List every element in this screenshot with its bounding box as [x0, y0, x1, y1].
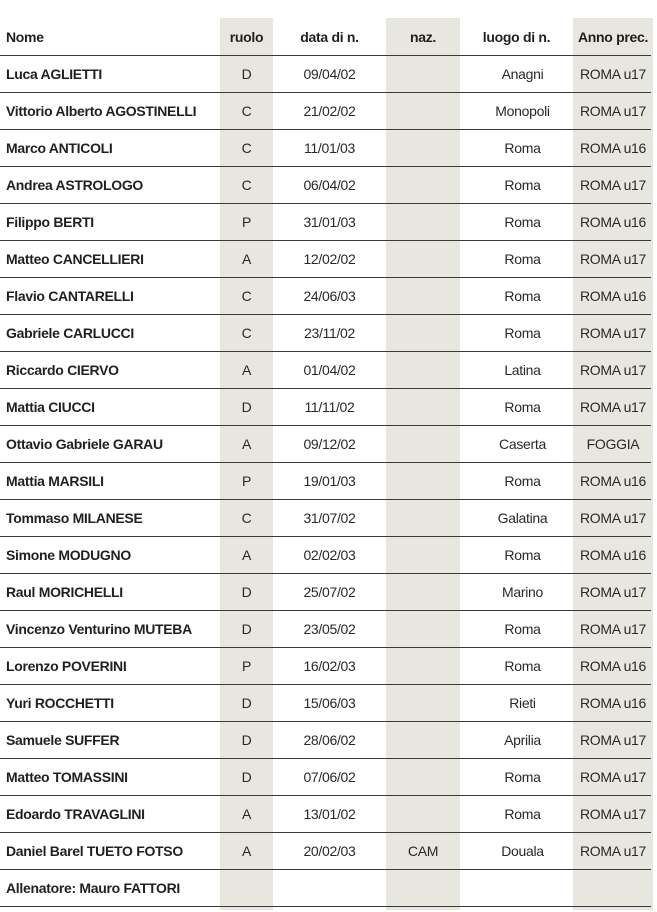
player-birth-date: 13/01/02 [273, 796, 386, 833]
player-nationality [386, 759, 460, 796]
table-row [0, 352, 651, 389]
player-birth-date: 06/04/02 [273, 167, 386, 204]
player-birth-date: 11/01/03 [273, 130, 386, 167]
player-name: Mattia CIUCCI [0, 389, 220, 426]
player-birth-place: Roma [460, 648, 573, 685]
player-birth-date: 19/01/03 [273, 463, 386, 500]
player-role: A [220, 796, 273, 833]
table-row [0, 130, 651, 167]
coach-row [0, 870, 651, 907]
player-birth-place: Monopoli [460, 93, 573, 130]
table-row [0, 685, 651, 722]
player-birth-date: 01/04/02 [273, 352, 386, 389]
player-birth-date: 20/02/03 [273, 833, 386, 870]
player-birth-place: Galatina [460, 500, 573, 537]
player-name: Riccardo CIERVO [0, 352, 220, 389]
player-name: Gabriele CARLUCCI [0, 315, 220, 352]
player-previous-team: ROMA u16 [573, 278, 651, 315]
player-birth-place: Aprilia [460, 722, 573, 759]
player-name: Andrea ASTROLOGO [0, 167, 220, 204]
player-previous-team: ROMA u17 [573, 241, 651, 278]
table-row [0, 796, 651, 833]
player-nationality [386, 722, 460, 759]
player-birth-place: Roma [460, 389, 573, 426]
player-nationality [386, 241, 460, 278]
player-name: Vittorio Alberto AGOSTINELLI [0, 93, 220, 130]
player-previous-team: ROMA u17 [573, 722, 651, 759]
player-birth-place: Roma [460, 611, 573, 648]
player-role: C [220, 93, 273, 130]
player-role: P [220, 648, 273, 685]
player-birth-place: Roma [460, 204, 573, 241]
player-role: A [220, 352, 273, 389]
table-row [0, 500, 651, 537]
player-previous-team: ROMA u16 [573, 204, 651, 241]
player-name: Edoardo TRAVAGLINI [0, 796, 220, 833]
player-birth-date: 21/02/02 [273, 93, 386, 130]
player-role: D [220, 574, 273, 611]
player-name: Samuele SUFFER [0, 722, 220, 759]
player-previous-team: ROMA u17 [573, 167, 651, 204]
player-nationality: CAM [386, 833, 460, 870]
player-previous-team: ROMA u16 [573, 130, 651, 167]
player-name: Mattia MARSILI [0, 463, 220, 500]
player-birth-place: Latina [460, 352, 573, 389]
player-birth-date: 16/02/03 [273, 648, 386, 685]
player-birth-date: 07/06/02 [273, 759, 386, 796]
player-nationality [386, 167, 460, 204]
player-birth-date: 12/02/02 [273, 241, 386, 278]
player-name: Filippo BERTI [0, 204, 220, 241]
player-birth-date: 28/06/02 [273, 722, 386, 759]
player-birth-place: Anagni [460, 56, 573, 93]
player-nationality [386, 796, 460, 833]
player-previous-team: ROMA u17 [573, 611, 651, 648]
player-previous-team: ROMA u17 [573, 759, 651, 796]
table-row [0, 167, 651, 204]
table-row [0, 463, 651, 500]
player-nationality [386, 130, 460, 167]
player-name: Raul MORICHELLI [0, 574, 220, 611]
player-role: A [220, 537, 273, 574]
player-name: Simone MODUGNO [0, 537, 220, 574]
player-nationality [386, 648, 460, 685]
player-name: Marco ANTICOLI [0, 130, 220, 167]
player-previous-team: ROMA u16 [573, 537, 651, 574]
table-row [0, 611, 651, 648]
player-previous-team: ROMA u16 [573, 648, 651, 685]
player-role: A [220, 426, 273, 463]
player-nationality [386, 500, 460, 537]
table-header-row [0, 18, 651, 56]
player-birth-date: 02/02/03 [273, 537, 386, 574]
player-role: C [220, 278, 273, 315]
player-role: A [220, 833, 273, 870]
player-previous-team: ROMA u17 [573, 352, 651, 389]
player-name: Yuri ROCCHETTI [0, 685, 220, 722]
player-name: Matteo CANCELLIERI [0, 241, 220, 278]
player-previous-team: ROMA u16 [573, 463, 651, 500]
roster-body [0, 56, 651, 907]
header-previous-team: Anno prec. [573, 18, 651, 56]
player-nationality [386, 204, 460, 241]
player-role: D [220, 611, 273, 648]
header-birth-place: luogo di n. [460, 18, 573, 56]
player-birth-place: Roma [460, 130, 573, 167]
player-nationality [386, 463, 460, 500]
player-role: C [220, 130, 273, 167]
player-birth-place: Caserta [460, 426, 573, 463]
player-role: C [220, 315, 273, 352]
player-previous-team: ROMA u17 [573, 315, 651, 352]
player-role: P [220, 463, 273, 500]
table-row [0, 722, 651, 759]
player-birth-date: 23/11/02 [273, 315, 386, 352]
player-nationality [386, 537, 460, 574]
player-previous-team: ROMA u17 [573, 574, 651, 611]
player-previous-team: ROMA u17 [573, 796, 651, 833]
player-nationality [386, 56, 460, 93]
player-birth-date: 23/05/02 [273, 611, 386, 648]
player-birth-place: Roma [460, 241, 573, 278]
player-nationality [386, 685, 460, 722]
table-row [0, 574, 651, 611]
player-name: Lorenzo POVERINI [0, 648, 220, 685]
player-name: Tommaso MILANESE [0, 500, 220, 537]
table-row [0, 241, 651, 278]
roster-table [0, 18, 651, 907]
table-row [0, 204, 651, 241]
player-role: D [220, 685, 273, 722]
player-birth-place: Roma [460, 463, 573, 500]
player-role: C [220, 167, 273, 204]
player-birth-date: 09/12/02 [273, 426, 386, 463]
table-row [0, 537, 651, 574]
player-nationality [386, 278, 460, 315]
player-role: D [220, 722, 273, 759]
player-role: P [220, 204, 273, 241]
player-birth-date: 31/01/03 [273, 204, 386, 241]
table-row [0, 648, 651, 685]
player-role: D [220, 56, 273, 93]
player-birth-date: 25/07/02 [273, 574, 386, 611]
player-birth-date: 15/06/03 [273, 685, 386, 722]
player-birth-place: Roma [460, 759, 573, 796]
table-row [0, 833, 651, 870]
player-name: Vincenzo Venturino MUTEBA [0, 611, 220, 648]
player-nationality [386, 426, 460, 463]
table-row [0, 426, 651, 463]
player-role: C [220, 500, 273, 537]
table-row [0, 759, 651, 796]
player-role: D [220, 389, 273, 426]
player-birth-place: Roma [460, 537, 573, 574]
table-row [0, 315, 651, 352]
player-previous-team: ROMA u16 [573, 685, 651, 722]
player-nationality [386, 93, 460, 130]
player-name: Luca AGLIETTI [0, 56, 220, 93]
player-birth-place: Roma [460, 167, 573, 204]
player-birth-date: 09/04/02 [273, 56, 386, 93]
player-birth-place: Marino [460, 574, 573, 611]
player-birth-date: 24/06/03 [273, 278, 386, 315]
player-previous-team: ROMA u17 [573, 500, 651, 537]
header-nationality: naz. [386, 18, 460, 56]
player-previous-team: ROMA u17 [573, 833, 651, 870]
player-role: D [220, 759, 273, 796]
table-row [0, 389, 651, 426]
player-name: Matteo TOMASSINI [0, 759, 220, 796]
player-previous-team: ROMA u17 [573, 93, 651, 130]
player-birth-date: 31/07/02 [273, 500, 386, 537]
header-name: Nome [0, 18, 220, 56]
player-nationality [386, 352, 460, 389]
player-previous-team: FOGGIA [573, 426, 651, 463]
player-birth-place: Roma [460, 796, 573, 833]
player-previous-team: ROMA u17 [573, 389, 651, 426]
table-row [0, 278, 651, 315]
player-nationality [386, 574, 460, 611]
player-name: Flavio CANTARELLI [0, 278, 220, 315]
player-name: Ottavio Gabriele GARAU [0, 426, 220, 463]
player-birth-place: Douala [460, 833, 573, 870]
player-name: Daniel Barel TUETO FOTSO [0, 833, 220, 870]
player-nationality [386, 389, 460, 426]
player-role: A [220, 241, 273, 278]
table-row [0, 93, 651, 130]
player-birth-place: Roma [460, 278, 573, 315]
header-birth-date: data di n. [273, 18, 386, 56]
player-nationality [386, 611, 460, 648]
player-previous-team: ROMA u17 [573, 56, 651, 93]
coach-label: Allenatore: Mauro FATTORI [0, 870, 651, 907]
player-nationality [386, 315, 460, 352]
table-row [0, 56, 651, 93]
player-birth-date: 11/11/02 [273, 389, 386, 426]
player-birth-place: Rieti [460, 685, 573, 722]
header-role: ruolo [220, 18, 273, 56]
player-birth-place: Roma [460, 315, 573, 352]
